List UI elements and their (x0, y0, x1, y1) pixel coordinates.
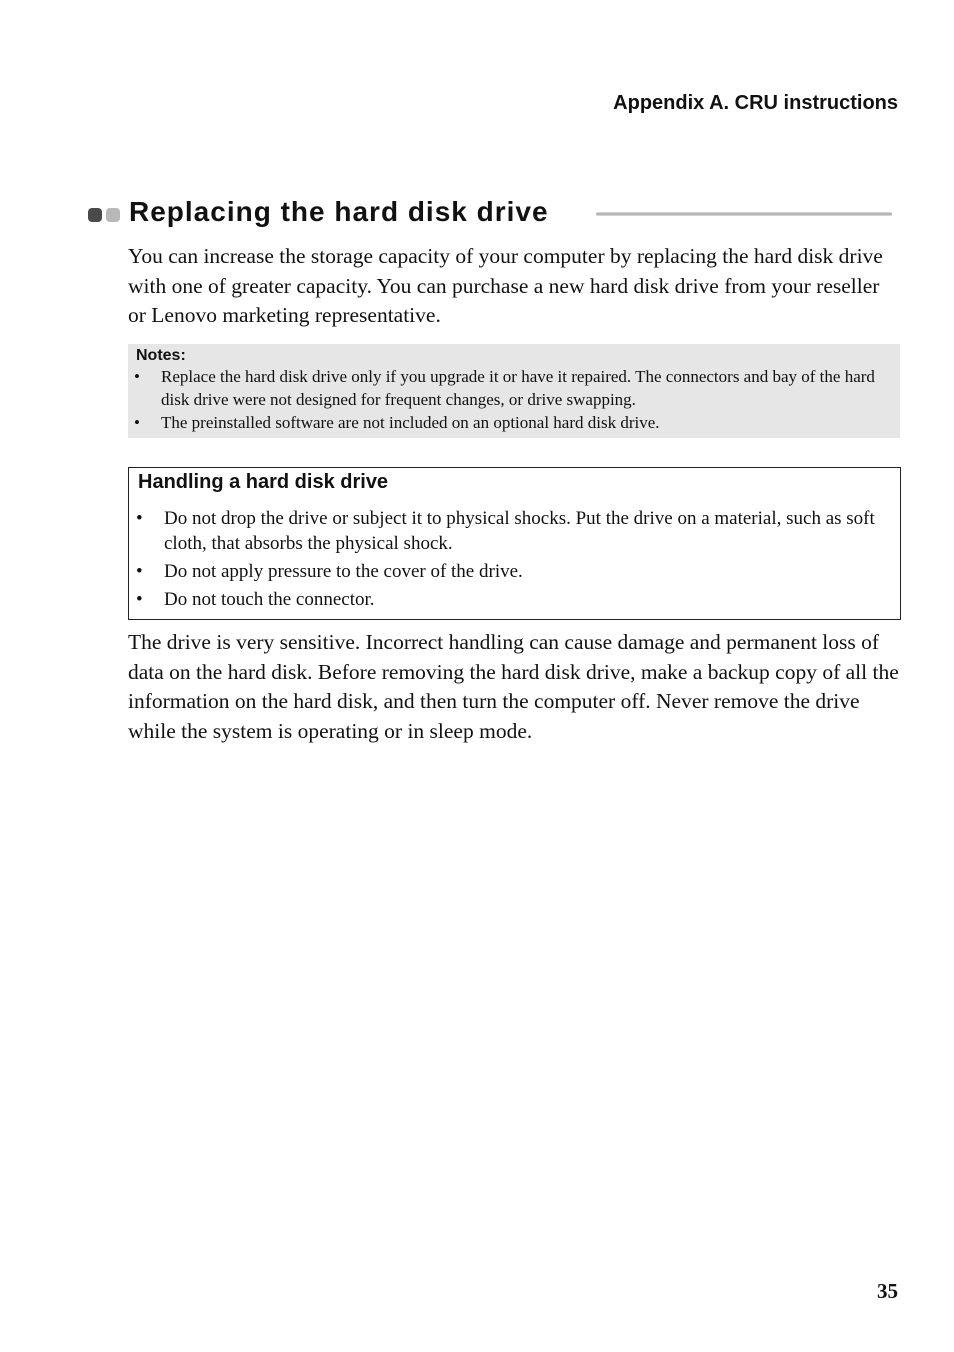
dark-dot-icon (88, 208, 102, 222)
running-header: Appendix A. CRU instructions (613, 92, 898, 114)
handling-box (128, 467, 901, 620)
list-item (136, 559, 896, 584)
intro-paragraph: You can increase the storage capacity of your computer by replacing the hard disk drive with one of greater capacity. You can purchase a new hard disk drive from your reseller or Lenovo marketing representative. (128, 244, 883, 327)
notes-list (134, 365, 890, 434)
list-item (136, 587, 896, 612)
section-heading (86, 196, 892, 232)
warning-paragraph: The drive is very sensitive. Incorrect handling can cause damage and permanent loss of data on the hard disk. Before removing the hard disk drive, make a backup copy of all the information on the hard disk, and then turn the computer off. Never remove the drive while the system is operating or in sleep mode. (128, 630, 899, 743)
handling-title: Handling a hard disk drive (138, 471, 389, 493)
note-text: Replace the hard disk drive only if you upgrade it or have it repaired. The connectors and bay of the hard disk drive were not designed for frequent changes, or drive swapping. (161, 367, 875, 409)
bullet-icon: • (136, 508, 143, 529)
page-number: 35 (877, 1279, 898, 1303)
list-item (134, 365, 890, 411)
bullet-icon: • (134, 413, 140, 432)
handling-text: Do not touch the connector. (164, 589, 375, 610)
notes-title: Notes: (136, 347, 186, 364)
list-item (136, 506, 896, 556)
section-title: Replacing the hard disk drive (129, 196, 549, 227)
bullet-icon: • (136, 561, 143, 582)
handling-list (136, 506, 896, 615)
notes-box (128, 344, 900, 438)
heading-dots-icon (88, 208, 122, 222)
bullet-icon: • (136, 589, 143, 610)
light-dot-icon (106, 208, 120, 222)
heading-rule (596, 212, 892, 216)
note-text: The preinstalled software are not included on an optional hard disk drive. (161, 413, 660, 432)
handling-text: Do not apply pressure to the cover of the drive. (164, 561, 523, 582)
bullet-icon: • (134, 367, 140, 386)
list-item (134, 411, 890, 434)
handling-text: Do not drop the drive or subject it to physical shocks. Put the drive on a material, such as soft cloth, that absorbs the physical shock. (164, 508, 875, 554)
